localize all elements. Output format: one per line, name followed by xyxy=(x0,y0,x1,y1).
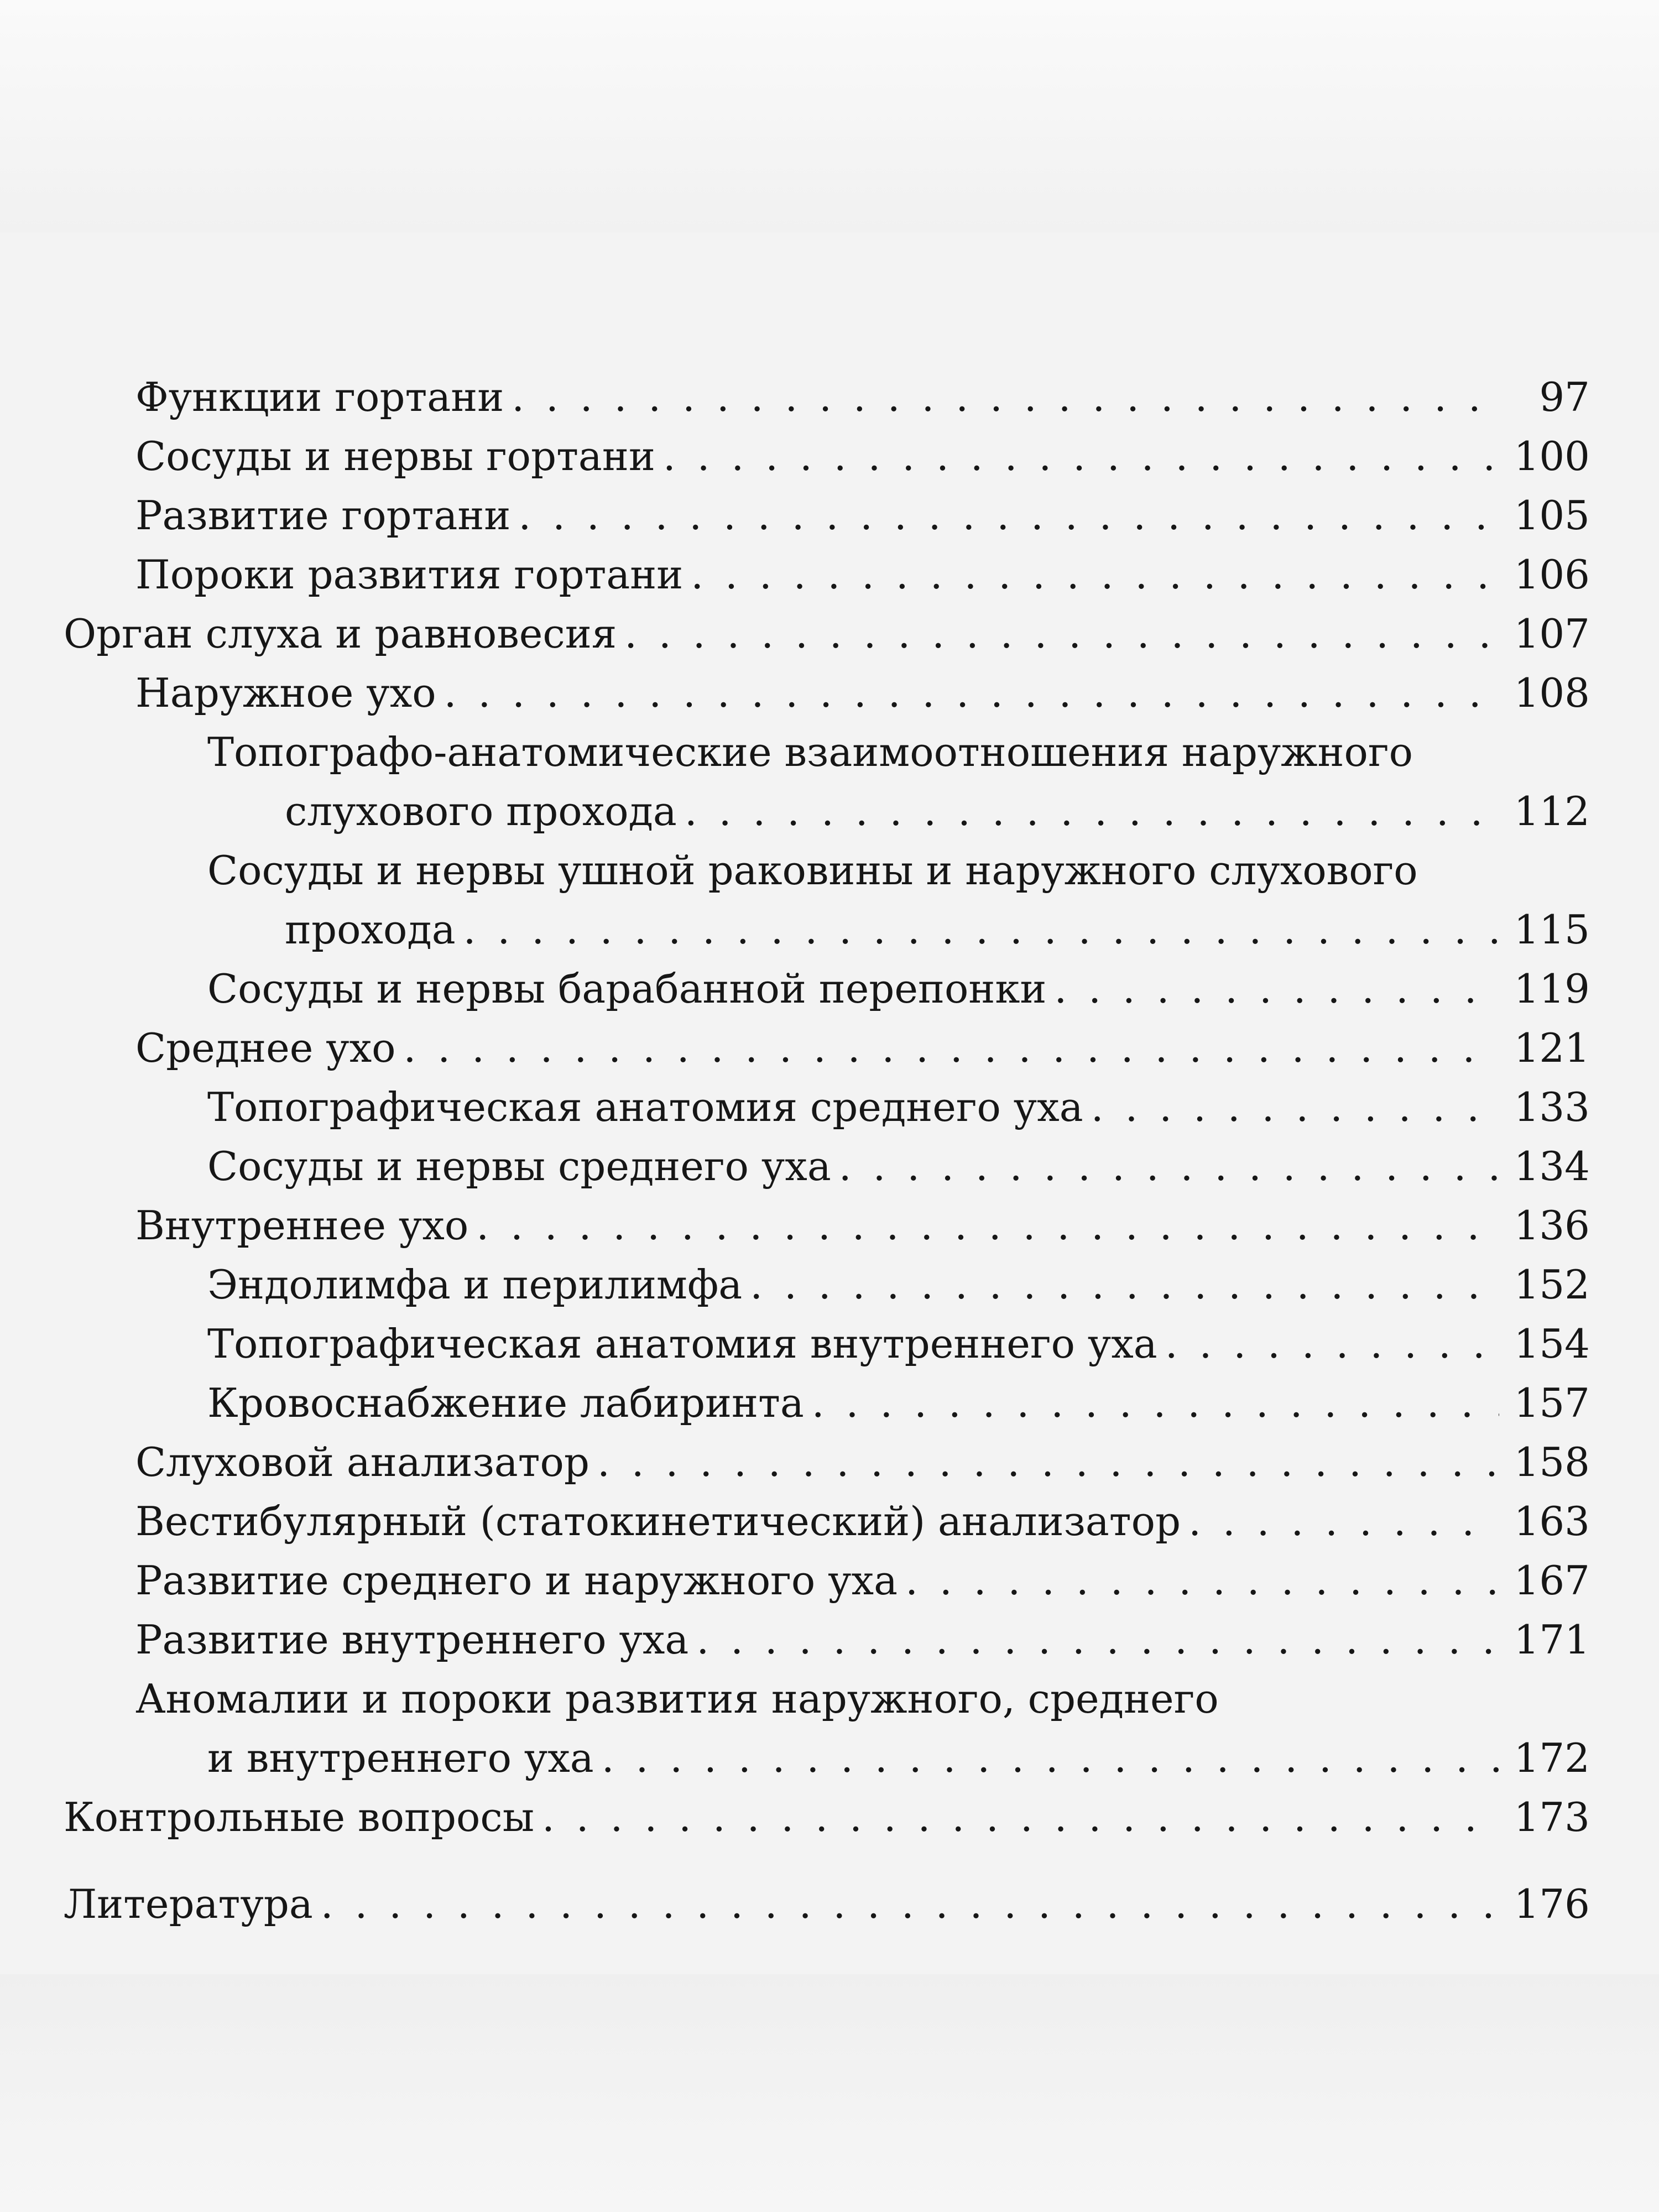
dot-leader xyxy=(624,604,1499,664)
toc-section xyxy=(64,604,1590,664)
toc-section-title: Орган слуха и равновесия xyxy=(64,611,617,657)
toc-entry xyxy=(64,1078,1590,1137)
toc-entry-page: 163 xyxy=(1514,1498,1590,1545)
toc-entry xyxy=(64,1492,1590,1551)
dot-leader xyxy=(404,1019,1499,1078)
toc-entry-page: 108 xyxy=(1514,670,1590,716)
table-of-contents xyxy=(64,368,1590,1934)
toc-entry-title: Сосуды и нервы ушной раковины и наружного слухового xyxy=(207,847,1418,894)
toc-section xyxy=(64,1788,1590,1847)
toc-entry-title: Слуховой анализатор xyxy=(135,1439,589,1485)
toc-entry xyxy=(64,1255,1590,1314)
toc-entry-page: 119 xyxy=(1514,966,1590,1012)
toc-entry-title-continued: слухового прохода xyxy=(285,788,677,834)
toc-entry xyxy=(64,368,1590,427)
toc-entry-title: Развитие гортани xyxy=(135,492,511,539)
dot-leader xyxy=(663,427,1499,486)
toc-entry xyxy=(64,1314,1590,1374)
dot-leader xyxy=(542,1788,1499,1847)
toc-entry-page: 152 xyxy=(1514,1261,1590,1308)
toc-entry-title: Развитие внутреннего уха xyxy=(135,1616,689,1663)
toc-entry-page: 112 xyxy=(1514,788,1590,834)
toc-entry-title: Сосуды и нервы барабанной перепонки xyxy=(207,966,1047,1012)
toc-entry xyxy=(64,782,1590,841)
toc-entry-title: Аномалии и пороки развития наружного, среднего xyxy=(135,1676,1219,1722)
toc-entry-page: 154 xyxy=(1514,1321,1590,1367)
toc-entry xyxy=(64,900,1590,959)
dot-leader xyxy=(602,1729,1499,1788)
toc-entry-title: Функции гортани xyxy=(135,374,504,420)
toc-entry-title: Кровоснабжение лабиринта xyxy=(207,1380,804,1426)
toc-entry xyxy=(64,1196,1590,1255)
toc-entry-page: 115 xyxy=(1514,906,1590,953)
toc-entry-title: Наружное ухо xyxy=(135,670,436,716)
toc-section-title: Литература xyxy=(64,1881,313,1927)
toc-entry-title: Среднее ухо xyxy=(135,1025,396,1071)
toc-entry-page: 171 xyxy=(1514,1616,1590,1663)
toc-entry-title: Пороки развития гортани xyxy=(135,551,684,598)
toc-entry-title: Эндолимфа и перилимфа xyxy=(207,1261,743,1308)
dot-leader xyxy=(321,1875,1499,1934)
toc-entry-page: 134 xyxy=(1514,1143,1590,1190)
toc-entry xyxy=(64,959,1590,1019)
toc-entry-page: 100 xyxy=(1514,433,1590,479)
toc-entry xyxy=(64,486,1590,545)
toc-entry xyxy=(64,1433,1590,1492)
dot-leader xyxy=(696,1610,1499,1670)
toc-entry-page: 136 xyxy=(1514,1202,1590,1249)
toc-section xyxy=(64,1875,1590,1934)
toc-entry-page: 167 xyxy=(1514,1557,1590,1604)
dot-leader xyxy=(1091,1078,1499,1137)
dot-leader xyxy=(750,1255,1499,1314)
toc-entry-page: 133 xyxy=(1514,1084,1590,1130)
toc-entry-title-continued: и внутреннего уха xyxy=(207,1735,594,1781)
dot-leader xyxy=(812,1374,1499,1433)
toc-entry-page: 107 xyxy=(1514,611,1590,657)
toc-entry-page: 106 xyxy=(1514,551,1590,598)
toc-entry xyxy=(64,664,1590,723)
dot-leader xyxy=(1188,1492,1499,1551)
toc-entry-title: Топографо-анатомические взаимоотношения наружного xyxy=(207,729,1413,775)
toc-entry-wrapped-first-line xyxy=(64,841,1590,900)
toc-entry xyxy=(64,1137,1590,1196)
toc-entry xyxy=(64,1729,1590,1788)
toc-entry-title: Вестибулярный (статокинетический) анализатор xyxy=(135,1498,1181,1545)
toc-entry-title: Топографическая анатомия среднего уха xyxy=(207,1084,1083,1130)
dot-leader xyxy=(597,1433,1499,1492)
dot-leader xyxy=(463,900,1499,959)
toc-entry xyxy=(64,1610,1590,1670)
toc-entry-page: 172 xyxy=(1514,1735,1590,1781)
dot-leader xyxy=(685,782,1499,841)
toc-entry-page: 176 xyxy=(1514,1881,1590,1927)
toc-entry xyxy=(64,1551,1590,1610)
dot-leader xyxy=(512,368,1499,427)
toc-entry-title: Внутреннее ухо xyxy=(135,1202,469,1249)
dot-leader xyxy=(476,1196,1499,1255)
toc-entry-wrapped-first-line xyxy=(64,1670,1590,1729)
toc-entry xyxy=(64,545,1590,604)
dot-leader xyxy=(905,1551,1499,1610)
toc-entry xyxy=(64,1374,1590,1433)
toc-entry-page: 105 xyxy=(1514,492,1590,539)
toc-entry-title-continued: прохода xyxy=(285,906,456,953)
toc-entry-page: 121 xyxy=(1514,1025,1590,1071)
toc-entry-title: Сосуды и нервы среднего уха xyxy=(207,1143,831,1190)
dot-leader xyxy=(444,664,1499,723)
dot-leader xyxy=(1054,959,1499,1019)
toc-entry-wrapped-first-line xyxy=(64,723,1590,782)
toc-entry-page: 97 xyxy=(1539,374,1590,420)
toc-entry-page: 173 xyxy=(1514,1794,1590,1840)
dot-leader xyxy=(691,545,1499,604)
toc-entry-title: Сосуды и нервы гортани xyxy=(135,433,655,479)
toc-entry-page: 158 xyxy=(1514,1439,1590,1485)
dot-leader xyxy=(839,1137,1499,1196)
toc-entry-title: Топографическая анатомия внутреннего уха xyxy=(207,1321,1157,1367)
dot-leader xyxy=(1165,1314,1499,1374)
toc-section-title: Контрольные вопросы xyxy=(64,1794,534,1840)
toc-entry xyxy=(64,427,1590,486)
toc-entry xyxy=(64,1019,1590,1078)
dot-leader xyxy=(518,486,1499,545)
toc-entry-title: Развитие среднего и наружного уха xyxy=(135,1557,898,1604)
toc-entry-page: 157 xyxy=(1514,1380,1590,1426)
